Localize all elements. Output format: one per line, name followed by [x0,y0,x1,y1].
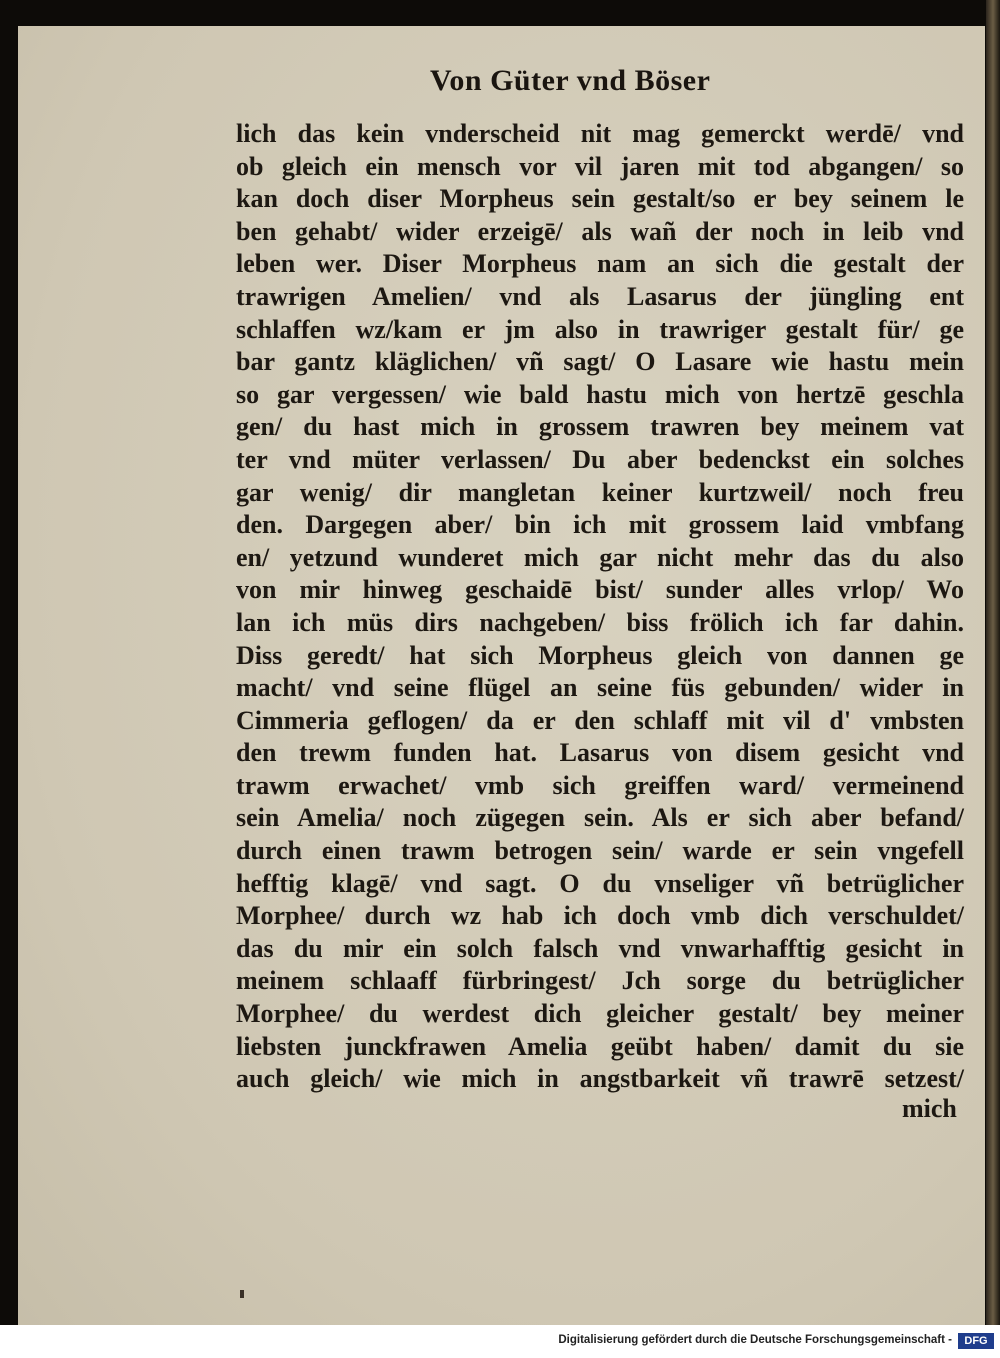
text-line: kan doch diser Morpheus sein gestalt/so er bey seinem le [236,184,964,214]
text-line: macht/ vnd seine flügel an seine füs gebunden/ wider in [236,673,964,703]
text-line: liebsten junckfrawen Amelia geübt haben/ damit du sie [236,1031,964,1061]
page-edge [986,0,1000,1325]
text-line: so gar vergessen/ wie bald hastu mich von hertzē geschla [236,379,964,409]
running-header: Von Güter vnd Böser [430,64,711,97]
text-line: en/ yetzund wunderet mich gar nicht mehr das du also [236,542,964,572]
text-line: gar wenig/ dir mangletan keiner kurtzweil/ noch freu [236,477,964,507]
text-block [236,118,964,1096]
text-line: den. Dargegen aber/ bin ich mit grossem laid vmbfang [236,510,964,540]
footer [0,1325,1000,1358]
text-line: lan ich müs dirs nachgeben/ biss frölich ich far dahin. [236,607,964,637]
text-line: ob gleich ein mensch vor vil jaren mit tod abgangen/ so [236,151,964,181]
printer-mark [240,1290,244,1298]
text-line: Morphee/ du werdest dich gleicher gestalt/ bey meiner [236,999,964,1029]
text-line: auch gleich/ wie mich in angstbarkeit vñ trawrē setzest/ [236,1064,964,1094]
text-line: meinem schlaaff fürbringest/ Jch sorge du betrüglicher [236,966,964,996]
text-line: Diss geredt/ hat sich Morpheus gleich von dannen ge [236,640,964,670]
text-line: hefftig klagē/ vnd sagt. O du vnseliger vñ betrüglicher [236,868,964,898]
book-page [18,26,985,1325]
text-line: schlaffen wz/kam er jm also in trawriger gestalt für/ ge [236,314,964,344]
text-line: ter vnd müter verlassen/ Du aber bedenckst ein solches [236,444,964,474]
dfg-logo: DFG [958,1333,994,1349]
text-line: trawm erwachet/ vmb sich greiffen ward/ vermeinend [236,770,964,800]
text-line: trawrigen Amelien/ vnd als Lasarus der jüngling ent [236,281,964,311]
footer-credit: Digitalisierung gefördert durch die Deutsche Forschungsgemeinschaft - [558,1334,952,1346]
text-line: gen/ du hast mich in grossem trawren bey meinem vat [236,412,964,442]
text-line: sein Amelia/ noch zügegen sein. Als er sich aber befand/ [236,803,964,833]
text-line: den trewm funden hat. Lasarus von disem gesicht vnd [236,738,964,768]
text-line: bar gantz kläglichen/ vñ sagt/ O Lasare wie hastu mein [236,347,964,377]
text-line: durch einen trawm betrogen sein/ warde er sein vngefell [236,836,964,866]
text-line: Morphee/ durch wz hab ich doch vmb dich verschuldet/ [236,901,964,931]
text-line: das du mir ein solch falsch vnd vnwarhafftig gesicht in [236,933,964,963]
text-line: leben wer. Diser Morpheus nam an sich die gestalt der [236,249,964,279]
text-line: lich das kein vnderscheid nit mag gemerckt werdē/ vnd [236,119,964,148]
catchword: mich [902,1094,957,1123]
text-line: ben gehabt/ wider erzeigē/ als wañ der noch in leib vnd [236,216,964,246]
text-line: von mir hinweg geschaidē bist/ sunder alles vrlop/ Wo [236,575,964,605]
text-line: Cimmeria geflogen/ da er den schlaff mit vil d' vmbsten [236,705,964,735]
